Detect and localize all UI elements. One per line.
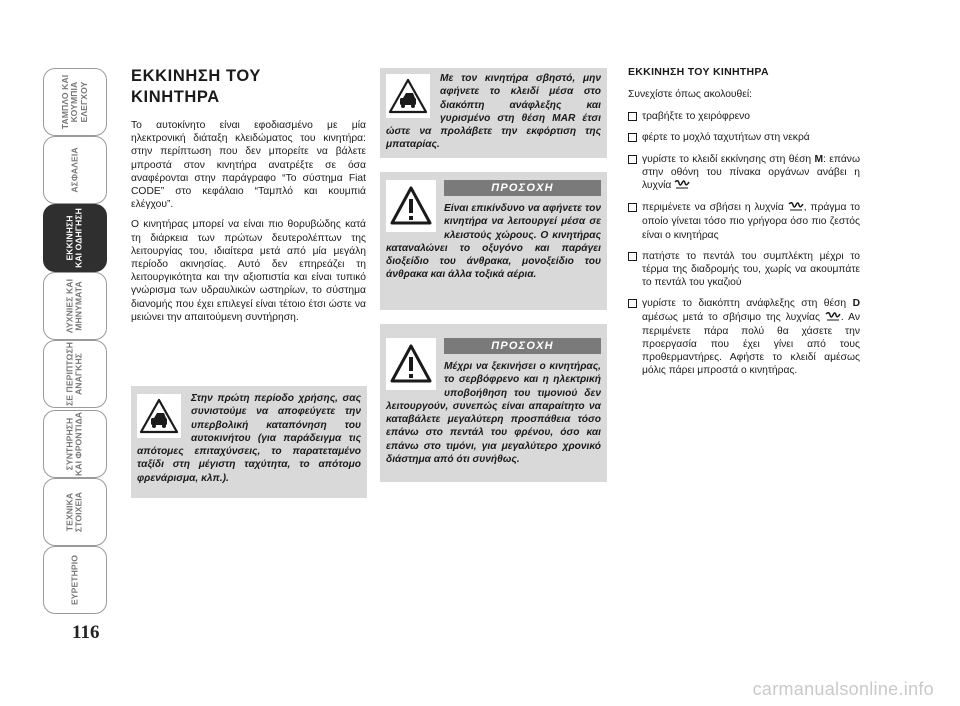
step-text: : επάνω στην οθόνη του πίνακα οργάνων ανάβει η λυχνία — [642, 153, 860, 192]
checkbox-bullet-icon — [628, 133, 637, 142]
checkbox-bullet-icon — [628, 155, 637, 164]
tab-label: ΕΚΚΙΝΗΣΗ ΚΑΙ ΟΔΗΓΗΣΗ — [64, 208, 84, 268]
section-title: ΕΚΚΙΝΗΣΗ ΤΟΥ ΚΙΝΗΤΗΡΑ — [131, 67, 262, 106]
tab-label: ΤΕΧΝΙΚΑ ΣΤΟΙΧΕΙΑ — [64, 491, 84, 533]
glow-plug-lamp-icon — [825, 312, 841, 325]
warning-triangle-icon — [386, 338, 436, 390]
warning-header: ΠΡΟΣΟΧΗ — [444, 180, 601, 196]
step-text: τραβήξτε το χειρόφρενο — [642, 111, 751, 123]
column-left — [131, 66, 366, 331]
note-text: Στην πρώτη περίοδο χρήσης, σας συνιστούμε να αποφεύγετε την υπερβολική καταπόνηση του αυτοκινήτου (για παράδειγμα τις απότομες επιταχύνσεις, το παρατεταμένο ταξίδι στη μέγιστη ταχύτητα, το απότομο φρενάρισμα, κλπ.). — [137, 393, 361, 484]
tab-technical-data[interactable] — [43, 478, 107, 546]
tab-maintenance[interactable] — [43, 410, 107, 478]
warning-box-exhaust — [380, 172, 607, 310]
glow-plug-lamp-icon — [788, 202, 804, 215]
step-text: γυρίστε το κλειδί εκκίνησης στη θέση — [642, 153, 815, 165]
warning-header: ΠΡΟΣΟΧΗ — [444, 338, 601, 354]
page-number: 116 — [72, 622, 100, 643]
checkbox-bullet-icon — [628, 112, 637, 121]
step-text: φέρτε το μοχλό ταχυτήτων στη νεκρά — [642, 132, 810, 144]
key-position: D — [852, 298, 860, 310]
column-right — [628, 66, 860, 386]
tab-label: ΣΕ ΠΕΡΙΠΤΩΣΗ ΑΝΑΓΚΗΣ — [64, 341, 84, 407]
intro-text: Συνεχίστε όπως ακολουθεί: — [628, 89, 753, 100]
tab-safety[interactable] — [43, 136, 107, 204]
note-box-first-use — [131, 386, 367, 498]
step-text: περιμένετε να σβήσει η λυχνία — [642, 202, 788, 214]
glow-plug-lamp-icon — [674, 180, 690, 193]
paragraph: Ο κινητήρας μπορεί να είναι πιο θορυβώδης κατά τη διάρκεια των πρώτων δευτερολέπτων της λειτουργίας του, ιδιαίτερα μετά από μία μεγάλη περίοδο ακινησίας. Αυτό δεν επηρεάζει τη λειτουργικότητα και την αξιοπιστία και είναι τυπικό γνώρισμα των υδραυλικών ωστηρίων, το σύστημα διανομής που έχει επιλεγεί είναι τέτοιο έτσι ώστε να μειώνει την απαιτούμενη συντήρηση. — [131, 219, 366, 323]
step-text: πατήστε το πεντάλ του συμπλέκτη μέχρι το τέρμα της διαδρομής του, χωρίς να ακουμπάτε το πεντάλ του γκαζιού — [642, 250, 860, 289]
watermark: carmanualsonline.info — [752, 679, 934, 699]
checkbox-bullet-icon — [628, 203, 637, 212]
checkbox-bullet-icon — [628, 252, 637, 261]
tab-label: ΕΥΡΕΤΗΡΙΟ — [69, 554, 80, 606]
step-text: γυρίστε το διακόπτη ανάφλεξης στη θέση — [642, 298, 853, 310]
tab-label: ΑΣΦΑΛΕΙΑ — [69, 147, 80, 193]
note-box-key — [380, 68, 607, 158]
tab-dashboard[interactable] — [43, 68, 107, 136]
step-text: , πράγμα το οποίο γίνεται τόσο πιο γρήγορα όσο πιο ζεστός είναι ο κινητήρας — [642, 202, 860, 241]
step-text: . Αν περιμένετε πάρα πολύ θα χάσετε την προεργασία που έχει γίνει από τους προθερμαντήρες. Αφήστε το κλειδί αμέσως μόλις πάρει μπροστά ο κινητήρας. — [642, 311, 860, 377]
warning-box-brakes — [380, 324, 607, 482]
list-item — [628, 250, 860, 290]
list-item — [628, 153, 860, 194]
tab-index[interactable] — [43, 546, 107, 614]
tab-label: ΛΥΧΝΙΕΣ ΚΑΙ ΜΗΝΥΜΑΤΑ — [64, 278, 84, 334]
tab-label: ΤΑΜΠΛΟ ΚΑΙ ΚΟΥΜΠΙΑ ΕΛΕΓΧΟΥ — [59, 74, 89, 130]
warning-text: Μέχρι να ξεκινήσει ο κινητήρας, το σερβόφρενο και η ηλεκτρική υποβοήθηση του τιμονιού δεν λειτουργούν, συνεπώς είναι απαραίτητο να καταβάλετε μεγαλύτερη προσπάθεια τόσο επάνω στο πεντάλ του φρένου, όσο και επάνω στο τιμόνι, για μεγαλύτερο χρονικό διάστημα από ότι συνήθως. — [386, 361, 601, 466]
checkbox-bullet-icon — [628, 299, 637, 308]
list-item — [628, 201, 860, 242]
tab-emergency[interactable] — [43, 340, 107, 408]
tab-label: ΣΥΝΤΗΡΗΣΗ ΚΑΙ ΦΡΟΝΤΙΔΑ — [64, 411, 84, 477]
key-position: M — [814, 153, 824, 165]
car-battery-note-icon — [386, 74, 430, 118]
list-item — [628, 131, 860, 144]
car-battery-note-icon — [137, 394, 181, 438]
paragraph: Το αυτοκίνητο είναι εφοδιασμένο με μία ηλεκτρονική διάταξη κλειδώματος του κινητήρα: στην περίπτωση που δεν μπορείτε να βάλετε μπροστά στον κινητήρα ανατρέξτε σε όσα αναφέρονται στην παράγραφο “Το σύστημα Fiat CODE” στο κεφάλαιο “Ταμπλό και κουμπιά ελέγχου”. — [131, 120, 366, 211]
list-item — [628, 110, 860, 123]
tab-starting-driving[interactable] — [43, 204, 107, 272]
section-title: ΕΚΚΙΝΗΣΗ ΤΟΥ ΚΙΝΗΤΗΡΑ — [628, 66, 769, 78]
warning-triangle-icon — [386, 180, 436, 232]
step-text: αμέσως μετά το σβήσιμο της λυχνίας — [642, 311, 825, 323]
tab-warning-lights[interactable] — [43, 272, 107, 340]
list-item — [628, 297, 860, 377]
note-text: Με τον κινητήρα σβηστό, μην αφήνετε το κλειδί μέσα στο διακόπτη ανάφλεξης και γυρισμένο στη θέση MAR έτσι ώστε να προλάβετε την εκφόρτιση της μπαταρίας. — [386, 73, 601, 151]
warning-text: Είναι επικίνδυνο να αφήνετε τον κινητήρα να λειτουργεί μέσα σε κλειστούς χώρους. Ο κινητήρας καταναλώνει το οξυγόνο και παράγει διοξείδιο του άνθρακα, μονοξείδιο του άνθρακα και άλλα τοξικά αέρια. — [386, 203, 601, 281]
